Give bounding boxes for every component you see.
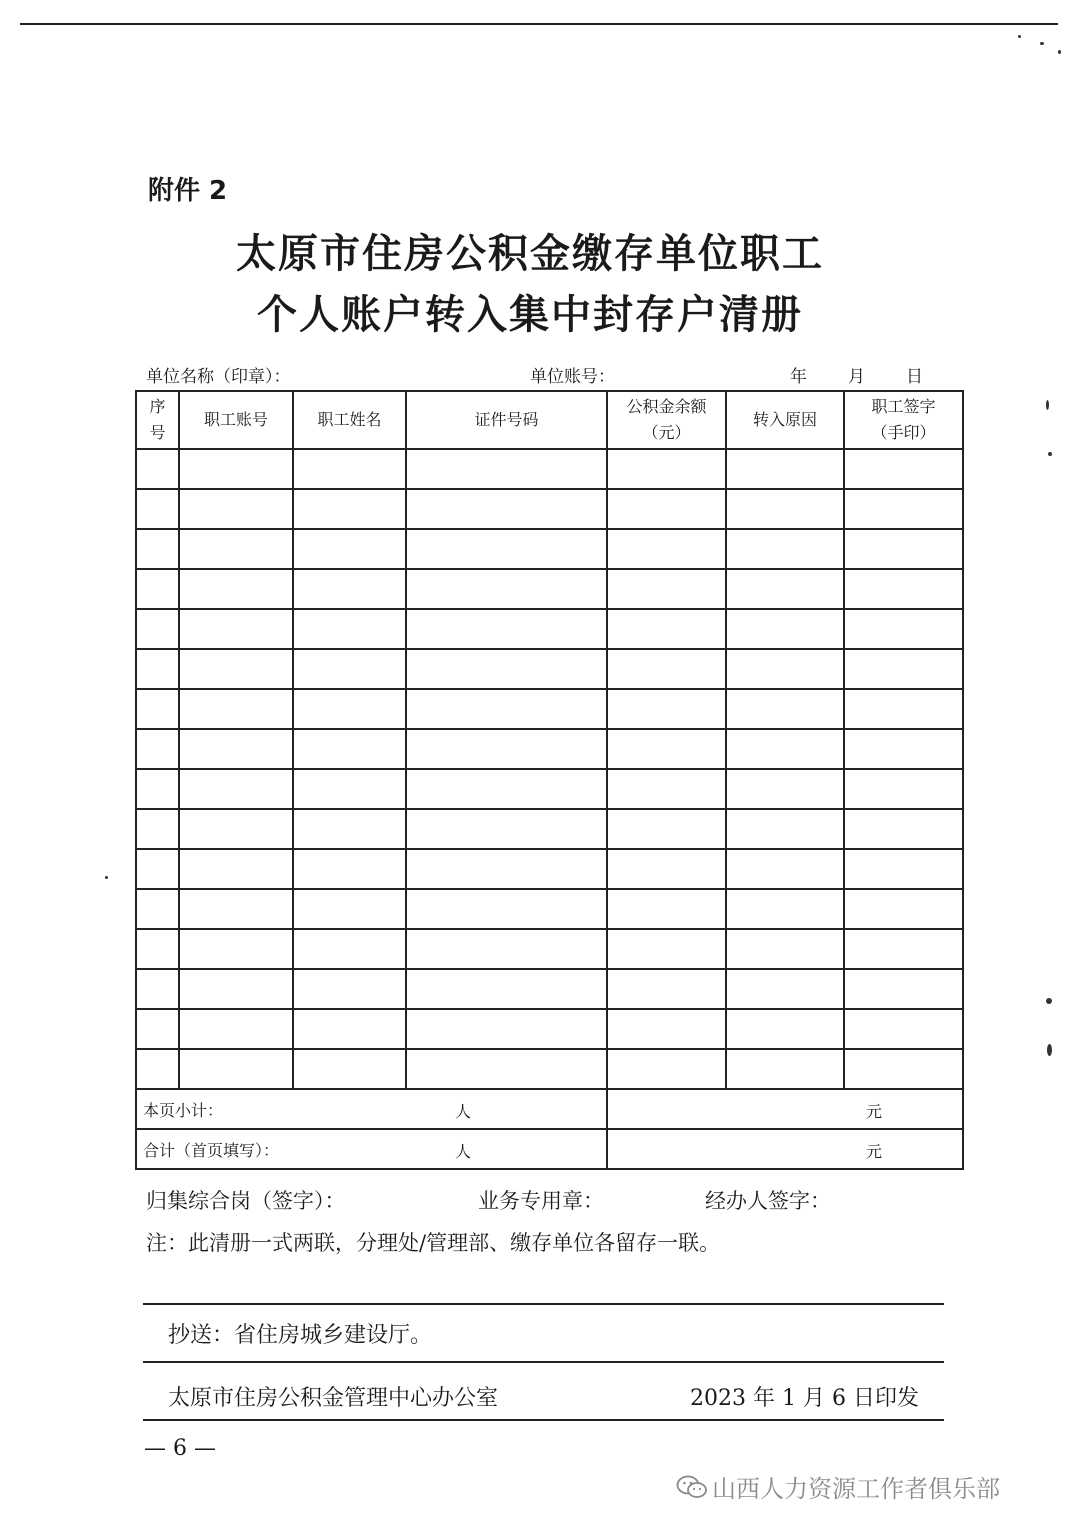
total-row [136,1129,963,1169]
col-header-signature-l1: 职工签字 [871,397,936,416]
table-cell[interactable] [406,449,607,489]
attachment-label: 附件 2 [148,176,228,206]
table-cell[interactable] [607,1009,726,1049]
scan-speck [1047,1044,1052,1056]
table-cell[interactable] [179,969,293,1009]
table-cell[interactable] [844,889,963,929]
collector-signature-label: 归集综合岗（签字）： [146,1189,346,1213]
divider-bottom [143,1419,944,1421]
divider-top [143,1303,944,1305]
table-cell[interactable] [293,489,406,529]
table-cell[interactable] [293,929,406,969]
table-cell[interactable] [406,969,607,1009]
table-cell[interactable] [406,769,607,809]
unit-name-label: 单位名称（印章）： [146,367,291,387]
subtotal-row [136,1089,963,1129]
table-cell[interactable] [726,1009,844,1049]
col-header-balance [607,391,726,449]
table-cell[interactable] [136,529,179,569]
total-person-unit: 人 [455,1142,472,1161]
table-cell[interactable] [607,929,726,969]
table-cell[interactable] [726,889,844,929]
table-cell[interactable] [293,809,406,849]
table-cell[interactable] [726,449,844,489]
table-cell[interactable] [726,609,844,649]
scan-speck [1018,35,1021,38]
table-cell[interactable] [136,649,179,689]
table-body [136,449,963,1089]
issue-date: 2023 年 1 月 6 日印发 [690,1386,919,1411]
subtotal-label-cell[interactable] [136,1089,607,1129]
table-cell[interactable] [179,649,293,689]
col-header-reason [726,391,844,449]
table-cell[interactable] [607,809,726,849]
col-header-balance-l2: （元） [642,423,691,442]
table-row [136,889,963,929]
scan-speck [105,876,108,879]
table-row [136,689,963,729]
table-cell[interactable] [136,569,179,609]
col-header-seq-l2: 号 [149,423,166,442]
table-cell[interactable] [726,489,844,529]
total-label-cell[interactable] [136,1129,607,1169]
col-header-seq [136,391,179,449]
table-cell[interactable] [406,489,607,529]
table-cell[interactable] [179,609,293,649]
table-cell[interactable] [179,489,293,529]
table-cell[interactable] [293,569,406,609]
table-row [136,449,963,489]
table-cell[interactable] [607,849,726,889]
watermark-text: 山西人力资源工作者俱乐部 [712,1475,1000,1503]
scan-speck [1040,42,1044,45]
total-label: 合计（首页填写）： [143,1140,280,1160]
table-cell[interactable] [726,849,844,889]
table-cell[interactable] [293,1049,406,1089]
table-cell[interactable] [136,729,179,769]
table-cell[interactable] [179,929,293,969]
table-cell[interactable] [726,529,844,569]
col-header-seq-l1: 序 [149,397,166,416]
table-row [136,529,963,569]
table-row [136,929,963,969]
table-cell[interactable] [179,449,293,489]
col-header-account [179,391,293,449]
table-cell[interactable] [726,689,844,729]
table-cell[interactable] [607,529,726,569]
col-header-name-l1: 职工姓名 [317,410,382,429]
table-cell[interactable] [406,609,607,649]
table-cell[interactable] [844,769,963,809]
table-cell[interactable] [607,1049,726,1089]
table-cell[interactable] [844,809,963,849]
table-cell[interactable] [179,889,293,929]
table-cell[interactable] [136,449,179,489]
table-row [136,809,963,849]
table-cell[interactable] [179,689,293,729]
issuer-org: 太原市住房公积金管理中心办公室 [168,1386,499,1411]
table-cell[interactable] [293,889,406,929]
table-cell[interactable] [607,489,726,529]
handler-signature-label: 经办人签字： [705,1189,831,1213]
table-cell[interactable] [726,569,844,609]
table-cell[interactable] [293,649,406,689]
table-cell[interactable] [293,689,406,729]
col-header-name [293,391,406,449]
table-cell[interactable] [607,449,726,489]
col-header-reason-l1: 转入原因 [752,410,817,429]
table-cell[interactable] [844,929,963,969]
table-cell[interactable] [406,569,607,609]
top-rule [20,23,1058,25]
cc-text: 抄送：省住房城乡建设厅。 [168,1323,433,1348]
col-header-balance-l1: 公积金余额 [626,397,707,416]
table-cell[interactable] [293,769,406,809]
table-cell[interactable] [406,529,607,569]
unit-account-label: 单位账号： [530,367,615,387]
table-cell[interactable] [844,689,963,729]
total-amount-cell[interactable] [607,1129,963,1169]
table-cell[interactable] [607,569,726,609]
table-cell[interactable] [136,1009,179,1049]
table-cell[interactable] [607,769,726,809]
table-cell[interactable] [726,769,844,809]
table-cell[interactable] [844,449,963,489]
table-cell[interactable] [293,529,406,569]
table-cell[interactable] [136,929,179,969]
table-cell[interactable] [726,809,844,849]
table-cell[interactable] [844,1009,963,1049]
col-header-account-l1: 职工账号 [203,410,268,429]
scan-speck [1058,50,1061,54]
table-cell[interactable] [179,849,293,889]
total-amount-unit: 元 [866,1142,883,1161]
table-cell[interactable] [136,849,179,889]
table-header-row [136,391,963,449]
table-cell[interactable] [726,969,844,1009]
table-cell[interactable] [406,729,607,769]
table-cell[interactable] [136,809,179,849]
table-cell[interactable] [844,649,963,689]
table-cell[interactable] [179,529,293,569]
watermark [676,1469,1000,1506]
month-label: 月 [848,367,865,387]
table-cell[interactable] [844,609,963,649]
day-label: 日 [906,367,923,387]
table-cell[interactable] [293,969,406,1009]
table-cell[interactable] [607,969,726,1009]
table-cell[interactable] [607,609,726,649]
table-cell[interactable] [179,569,293,609]
table-cell[interactable] [293,849,406,889]
page-number: — 6 — [144,1436,216,1461]
table-row [136,729,963,769]
table-cell[interactable] [136,489,179,529]
table-cell[interactable] [726,729,844,769]
table-cell[interactable] [406,1049,607,1089]
subtotal-amount-unit: 元 [866,1102,883,1121]
table-cell[interactable] [179,809,293,849]
table-cell[interactable] [607,689,726,729]
table-cell[interactable] [136,609,179,649]
table-cell[interactable] [844,529,963,569]
table-cell[interactable] [406,1009,607,1049]
table-cell[interactable] [607,729,726,769]
document-title-line1: 太原市住房公积金缴存单位职工 [236,231,824,277]
divider-middle [143,1361,944,1363]
table-cell[interactable] [844,569,963,609]
table-cell[interactable] [293,729,406,769]
table-row [136,489,963,529]
table-row [136,769,963,809]
col-header-signature [844,391,963,449]
table-cell[interactable] [406,649,607,689]
table-cell[interactable] [179,729,293,769]
table-row [136,609,963,649]
subtotal-person-unit: 人 [455,1102,472,1121]
table-row [136,849,963,889]
subtotal-amount-cell[interactable] [607,1089,963,1129]
scan-speck [1048,452,1052,456]
table-cell[interactable] [726,1049,844,1089]
document-title-line2: 个人账户转入集中封存户清册 [257,292,803,338]
table-cell[interactable] [293,449,406,489]
table-cell[interactable] [607,889,726,929]
col-header-id-number [406,391,607,449]
table-cell[interactable] [293,1009,406,1049]
scan-speck [1046,400,1049,410]
table-cell[interactable] [844,729,963,769]
table-cell[interactable] [293,609,406,649]
table-cell[interactable] [844,969,963,1009]
table-cell[interactable] [136,1049,179,1089]
table-row [136,1049,963,1089]
table-cell[interactable] [136,889,179,929]
table-row [136,649,963,689]
table-cell[interactable] [179,1049,293,1089]
col-header-signature-l2: （手印） [871,423,936,442]
table-row [136,1009,963,1049]
table-cell[interactable] [406,929,607,969]
table-cell[interactable] [136,769,179,809]
scan-speck [1046,998,1052,1004]
table-cell[interactable] [844,489,963,529]
table-cell[interactable] [179,769,293,809]
wechat-icon [676,1474,708,1506]
table-cell[interactable] [136,689,179,729]
table-cell[interactable] [406,889,607,929]
table-row [136,569,963,609]
seal-label: 业务专用章： [478,1189,604,1213]
table-row [136,969,963,1009]
col-header-id-number-l1: 证件号码 [474,410,539,429]
table-cell[interactable] [607,649,726,689]
year-label: 年 [790,367,807,387]
table-cell[interactable] [844,1049,963,1089]
table-cell[interactable] [179,1009,293,1049]
table-cell[interactable] [136,969,179,1009]
note-text: 注：此清册一式两联，分理处/管理部、缴存单位各留存一联。 [146,1231,721,1255]
table-cell[interactable] [406,849,607,889]
subtotal-label: 本页小计： [143,1100,224,1120]
table-cell[interactable] [406,809,607,849]
table-cell[interactable] [406,689,607,729]
table-cell[interactable] [726,929,844,969]
table-cell[interactable] [844,849,963,889]
register-table [135,390,964,1170]
table-cell[interactable] [726,649,844,689]
